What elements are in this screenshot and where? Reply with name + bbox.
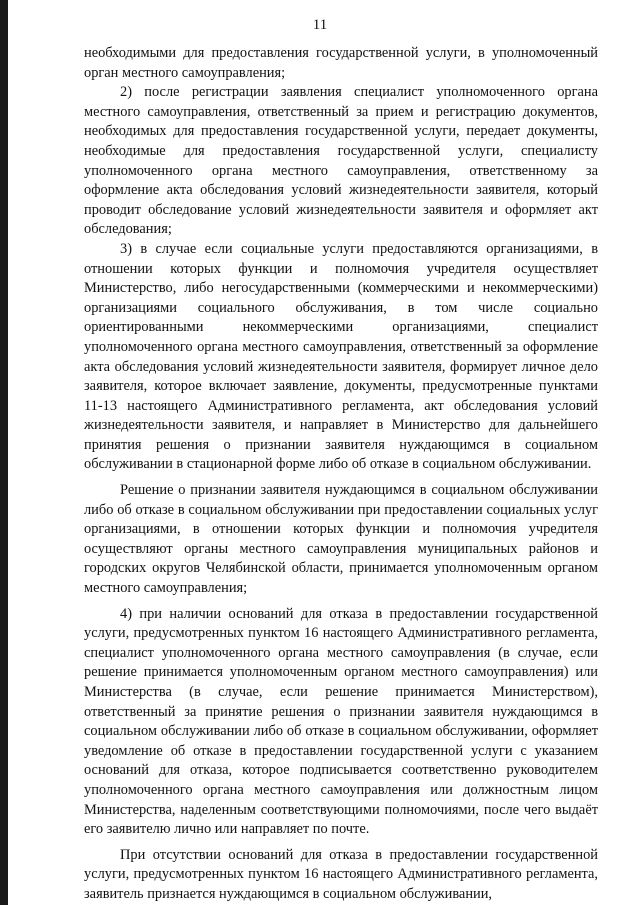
paragraph-item-4: 4) при наличии оснований для отказа в предоставлении государственной услуги, предусмотренных пунктом 16 настоящего Административного регламента, специалист уполномоченного органа местного самоуправления (в случае, если решение принимается уполномоченным органом местного самоуправления) или Министерства (в случае, если решение принимается Министерством), ответственный за принятие решения о признании заявителя нуждающимся в социальном обслуживании либо об отказе в социальном обслуживании, оформляет уведомление об отказе в предоставлении государственной услуги с указанием оснований для отказа, которое подписывается соответственно руководителем уполномоченного органа местного самоуправления или должностным лицом Министерства, наделенным соответствующими полномочиями, после чего выдаёт его заявителю лично или направляет по почте.	[84, 605, 598, 838]
paragraph-item-3: 3) в случае если социальные услуги предоставляются организациями, в отношении которых функции и полномочия учредителя осуществляет Министерство, либо негосударственными (коммерческими и некоммерческими) организациями социального обслуживания, в том числе социально ориентированными некоммерческими организациями, специалист уполномоченного органа местного самоуправления, ответственный за оформление акта обследования условий жизнедеятельности заявителя, формирует личное дело заявителя, которое включает заявление, документы, предусмотренные пунктами 11-13 настоящего Административного регламента, акт обследования условий жизнедеятельности заявителя, и направляет в Министерство для дальнейшего принятия решения о признании заявителя нуждающимся в социальном обслуживании в стационарной форме либо об отказе в социальном обслуживании.	[84, 240, 598, 473]
scan-edge-shadow	[0, 0, 8, 905]
paragraph-continuation: необходимыми для предоставления государственной услуги, в уполномоченный орган местного самоуправления;	[84, 45, 598, 81]
paragraph-decision: Решение о признании заявителя нуждающимся в социальном обслуживании либо об отказе в социальном обслуживании при предоставлении социальных услуг организациями, в отношении которых функции и полномочия учредителя осуществляют органы местного самоуправления муниципальных районов и городских округов Челябинской области, принимается уполномоченным органом местного самоуправления;	[84, 482, 598, 597]
paragraph-no-grounds: При отсутствии оснований для отказа в предоставлении государственной услуги, предусмотренных пунктом 16 настоящего Административного регламента, заявитель признается нуждающимся в социальном обслуживании,	[84, 846, 598, 902]
paragraph-item-2: 2) после регистрации заявления специалист уполномоченного органа местного самоуправления, ответственный за прием и регистрацию документов, необходимых для предоставления государственной услуги, передает документы, необходимые для предоставления государственной услуги, специалисту уполномоченного органа местного самоуправления, ответственному за оформление акта обследования условий жизнедеятельности заявителя, который проводит обследование условий жизнедеятельности заявителя и оформляет акт обследования;	[84, 84, 598, 238]
page-number: 11	[312, 17, 328, 33]
document-body	[84, 44, 598, 905]
